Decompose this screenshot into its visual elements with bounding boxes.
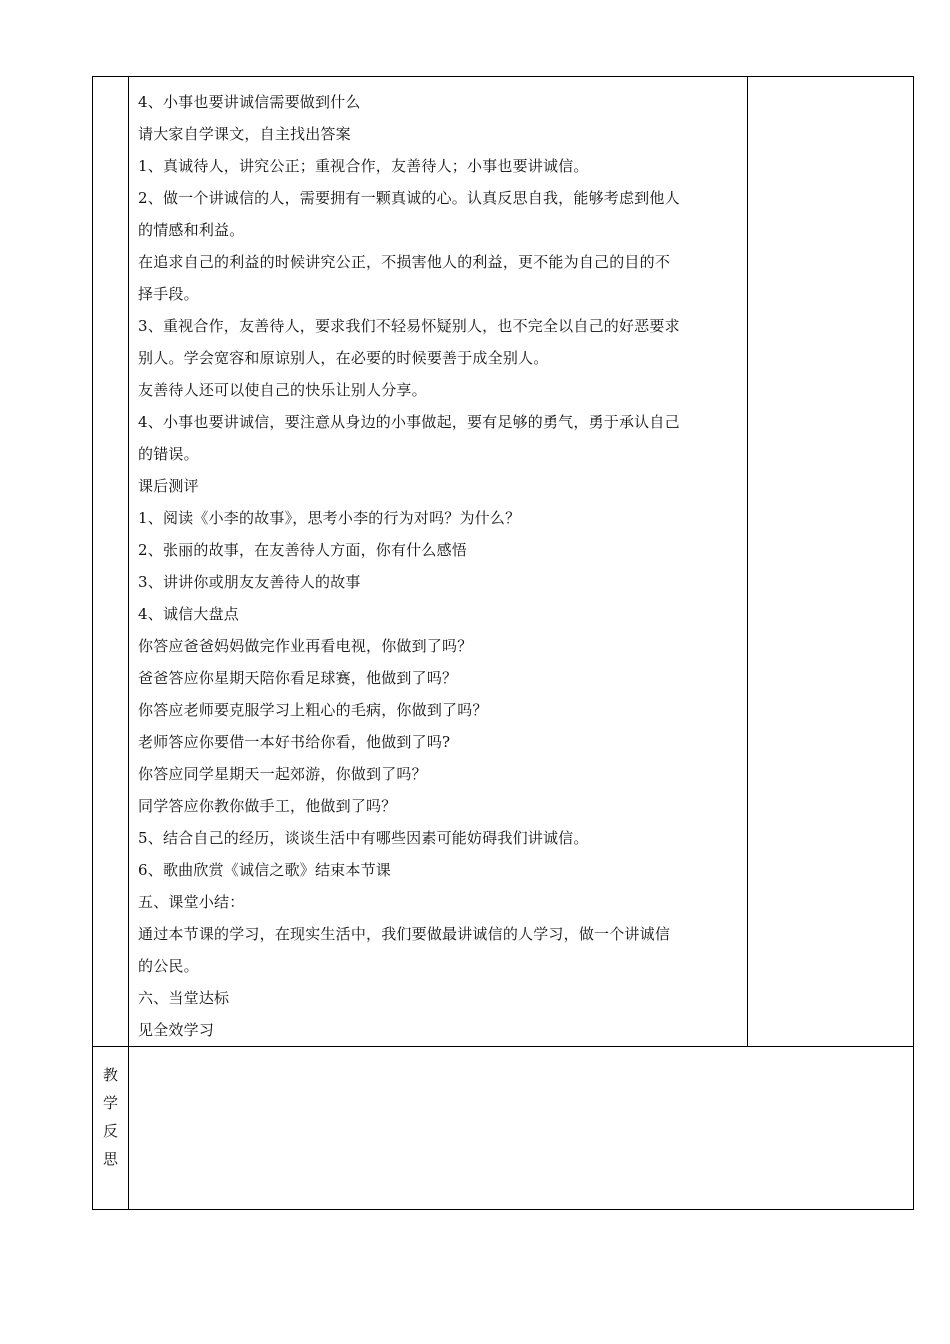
text-line: 别人。学会宽容和原谅别人，在必要的时候要善于成全别人。 bbox=[138, 349, 549, 367]
text-line: 4、小事也要讲诚信，要注意从身边的小事做起，要有足够的勇气，勇于承认自己 bbox=[138, 413, 680, 431]
text-line: 的错误。 bbox=[138, 445, 199, 463]
text-line: 在追求自己的利益的时候讲究公正，不损害他人的利益，更不能为自己的目的不 bbox=[138, 253, 671, 271]
text-line: 请大家自学课文，自主找出答案 bbox=[138, 125, 351, 143]
text-line: 2、做一个讲诚信的人，需要拥有一颗真诚的心。认真反思自我，能够考虑到他人 bbox=[138, 189, 680, 207]
text-line: 同学答应你教你做手工，他做到了吗？ bbox=[138, 797, 397, 815]
text-line: 3、讲讲你或朋友友善待人的故事 bbox=[138, 573, 361, 591]
text-line: 你答应爸爸妈妈做完作业再看电视，你做到了吗？ bbox=[138, 637, 473, 655]
text-line: 2、张丽的故事，在友善待人方面，你有什么感悟 bbox=[138, 541, 467, 559]
text-line: 六、当堂达标 bbox=[138, 989, 230, 1007]
text-line: 你答应同学星期天一起郊游，你做到了吗？ bbox=[138, 765, 427, 783]
reflection-label-char: 教 bbox=[103, 1066, 119, 1084]
text-line: 5、结合自己的经历，谈谈生活中有哪些因素可能妨碍我们讲诚信。 bbox=[138, 829, 589, 847]
reflection-label-char: 思 bbox=[103, 1150, 119, 1168]
content-row bbox=[93, 77, 914, 1047]
lesson-content-cell bbox=[129, 77, 748, 1047]
text-line: 3、重视合作，友善待人，要求我们不轻易怀疑别人，也不完全以自己的好恶要求 bbox=[138, 317, 680, 335]
text-line: 4、小事也要讲诚信需要做到什么 bbox=[138, 93, 361, 111]
label-cell-empty bbox=[93, 77, 129, 1047]
text-line: 五、课堂小结： bbox=[138, 893, 245, 911]
text-line: 见全效学习 bbox=[138, 1021, 215, 1039]
text-line: 你答应老师要克服学习上粗心的毛病，你做到了吗？ bbox=[138, 701, 488, 719]
text-line: 6、歌曲欣赏《诚信之歌》结束本节课 bbox=[138, 861, 391, 879]
text-line: 课后测评 bbox=[138, 477, 199, 495]
lesson-plan-table bbox=[92, 76, 914, 1210]
text-line: 老师答应你要借一本好书给你看，他做到了吗? bbox=[138, 733, 451, 751]
reflection-label-char: 反 bbox=[103, 1122, 119, 1140]
lesson-text-lines bbox=[138, 86, 739, 1046]
reflection-row bbox=[93, 1047, 914, 1210]
notes-cell bbox=[747, 77, 913, 1047]
text-line: 的公民。 bbox=[138, 957, 199, 975]
text-line: 1、真诚待人，讲究公正；重视合作，友善待人；小事也要讲诚信。 bbox=[138, 157, 589, 175]
reflection-label-cell bbox=[93, 1047, 129, 1210]
text-line: 1、阅读《小李的故事》，思考小李的行为对吗？为什么？ bbox=[138, 509, 521, 527]
reflection-label-char: 学 bbox=[103, 1094, 119, 1112]
text-line: 通过本节课的学习，在现实生活中，我们要做最讲诚信的人学习，做一个讲诚信 bbox=[138, 925, 671, 943]
text-line: 爸爸答应你星期天陪你看足球赛，他做到了吗？ bbox=[138, 669, 458, 687]
text-line: 的情感和利益。 bbox=[138, 221, 245, 239]
text-line: 4、诚信大盘点 bbox=[138, 605, 239, 623]
text-line: 友善待人还可以使自己的快乐让别人分享。 bbox=[138, 381, 427, 399]
reflection-content-cell bbox=[129, 1047, 914, 1210]
text-line: 择手段。 bbox=[138, 285, 199, 303]
